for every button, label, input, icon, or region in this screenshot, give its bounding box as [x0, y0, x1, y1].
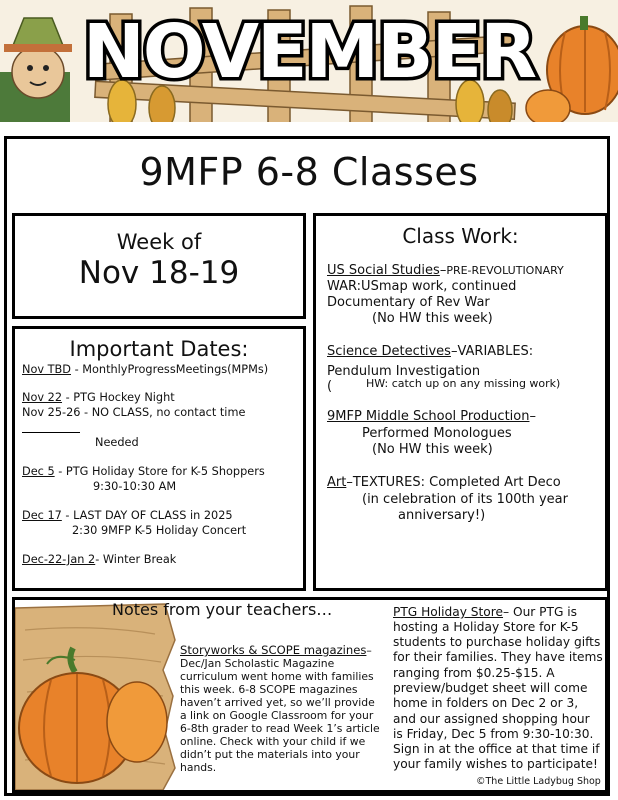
- notes-line: ranging from $0.25-$15. A: [393, 666, 555, 680]
- subject-label: 9MFP Middle School Production: [327, 409, 530, 424]
- week-dates: Nov 18-19: [78, 255, 240, 291]
- notes-line: didn’t put the materials into your: [180, 748, 360, 761]
- subject-label: Art: [327, 475, 347, 490]
- date-item: [95, 436, 139, 450]
- week-label: Week of: [116, 230, 202, 254]
- notes-line: and our assigned shopping hour: [393, 712, 590, 726]
- notes-line: online. Check with your child if we: [180, 735, 366, 748]
- date-text: Nov 25-26 - NO CLASS, no contact time: [22, 406, 246, 419]
- banner-title: NOVEMBER: [82, 9, 536, 95]
- notes-line: hands.: [180, 761, 217, 774]
- subject-dash: –: [529, 409, 536, 424]
- class-title: 9MFP 6-8 Classes: [139, 150, 479, 194]
- subject-detail: WAR:USmap work, continued: [327, 279, 517, 294]
- date-label: Dec 5: [22, 465, 55, 478]
- notes-line: is Friday, Dec 5 from 9:30-10:30.: [393, 727, 594, 741]
- date-text: Needed: [95, 436, 139, 449]
- date-label: Nov 22: [22, 391, 63, 404]
- notes-dash: – Our PTG is: [503, 605, 578, 619]
- storyworks-heading: [180, 644, 372, 657]
- pumpkin-art: [15, 600, 180, 790]
- notes-dash: –: [366, 644, 372, 657]
- notes-title: Notes from your teachers…: [112, 600, 333, 619]
- date-item: [22, 406, 245, 420]
- subject-dash: –TEXTURES: Completed Art Deco: [346, 475, 561, 490]
- subject-dash: –: [439, 263, 447, 278]
- subject-hw: (No HW this week): [372, 311, 493, 326]
- art-heading: [327, 475, 561, 490]
- notes-line: Dec/Jan Scholastic Magazine: [180, 657, 335, 670]
- date-item: [22, 391, 175, 405]
- date-item: [22, 553, 176, 567]
- notes-line: preview/budget sheet will come: [393, 681, 588, 695]
- date-item: [22, 509, 233, 523]
- notes-line: home in folders on Dec 2 or 3,: [393, 696, 579, 710]
- notes-line: this week. 6-8 SCOPE magazines: [180, 683, 358, 696]
- class-work-title: Class Work:: [402, 224, 519, 248]
- notes-line: hosting a Holiday Store for K-5: [393, 620, 579, 634]
- subject-detail: (: [327, 379, 333, 394]
- notes-line: your family wishes to participate!: [393, 757, 598, 771]
- date-text: - PTG Hockey Night: [62, 391, 175, 404]
- date-text: - MonthlyProgressMeetings(MPMs): [71, 363, 269, 376]
- subject-detail: (in celebration of its 100th year: [362, 492, 568, 507]
- subject-detail: Documentary of Rev War: [327, 295, 490, 310]
- notes-line: curriculum went home with families: [180, 670, 374, 683]
- notes-line: Sign in at the office at that time if: [393, 742, 600, 756]
- date-text: 9:30-10:30 AM: [93, 480, 177, 493]
- copyright: ©The Little Ladybug Shop: [476, 776, 601, 787]
- date-item: [72, 524, 246, 538]
- date-text: - LAST DAY OF CLASS in 2025: [61, 509, 233, 522]
- date-label: Nov TBD: [22, 363, 71, 376]
- subject-dash: –VARIABLES:: [450, 344, 534, 359]
- important-dates-title: Important Dates:: [69, 337, 249, 361]
- ptg-heading: [393, 605, 577, 620]
- date-item: [22, 363, 268, 377]
- date-text: 2:30 9MFP K-5 Holiday Concert: [72, 524, 247, 537]
- date-item: [93, 480, 176, 494]
- subject-detail: Pendulum Investigation: [327, 364, 481, 379]
- notes-line: 6-8th grader to read Week 1’s article: [180, 722, 380, 735]
- production-heading: [327, 409, 536, 424]
- blank-line: [22, 432, 80, 433]
- science-heading: [327, 344, 533, 359]
- notes-line: haven’t arrived yet, so we’ll provide: [180, 696, 375, 709]
- subject-detail: Performed Monologues: [362, 426, 512, 441]
- date-label: Dec 17: [22, 509, 62, 522]
- notes-label: PTG Holiday Store: [393, 605, 504, 619]
- notes-line: students to purchase holiday gifts: [393, 635, 601, 649]
- subject-label: Science Detectives: [327, 344, 451, 359]
- social-studies-heading: [327, 263, 564, 278]
- date-text: - PTG Holiday Store for K-5 Shoppers: [54, 465, 265, 478]
- date-item: [22, 465, 265, 479]
- subject-detail: PRE-REVOLUTIONARY: [446, 264, 564, 277]
- subject-detail: anniversary!): [398, 508, 486, 523]
- notes-line: for their families. They have items: [393, 650, 603, 664]
- header-banner: [0, 0, 618, 130]
- subject-hw: HW: catch up on any missing work): [366, 377, 561, 390]
- date-text: - Winter Break: [95, 553, 177, 566]
- notes-label: Storyworks & SCOPE magazines: [180, 643, 367, 657]
- notes-line: a link on Google Classroom for your: [180, 709, 374, 722]
- subject-label: US Social Studies: [327, 263, 440, 278]
- subject-hw: (No HW this week): [372, 442, 493, 457]
- date-label: Dec-22-Jan 2: [22, 553, 96, 566]
